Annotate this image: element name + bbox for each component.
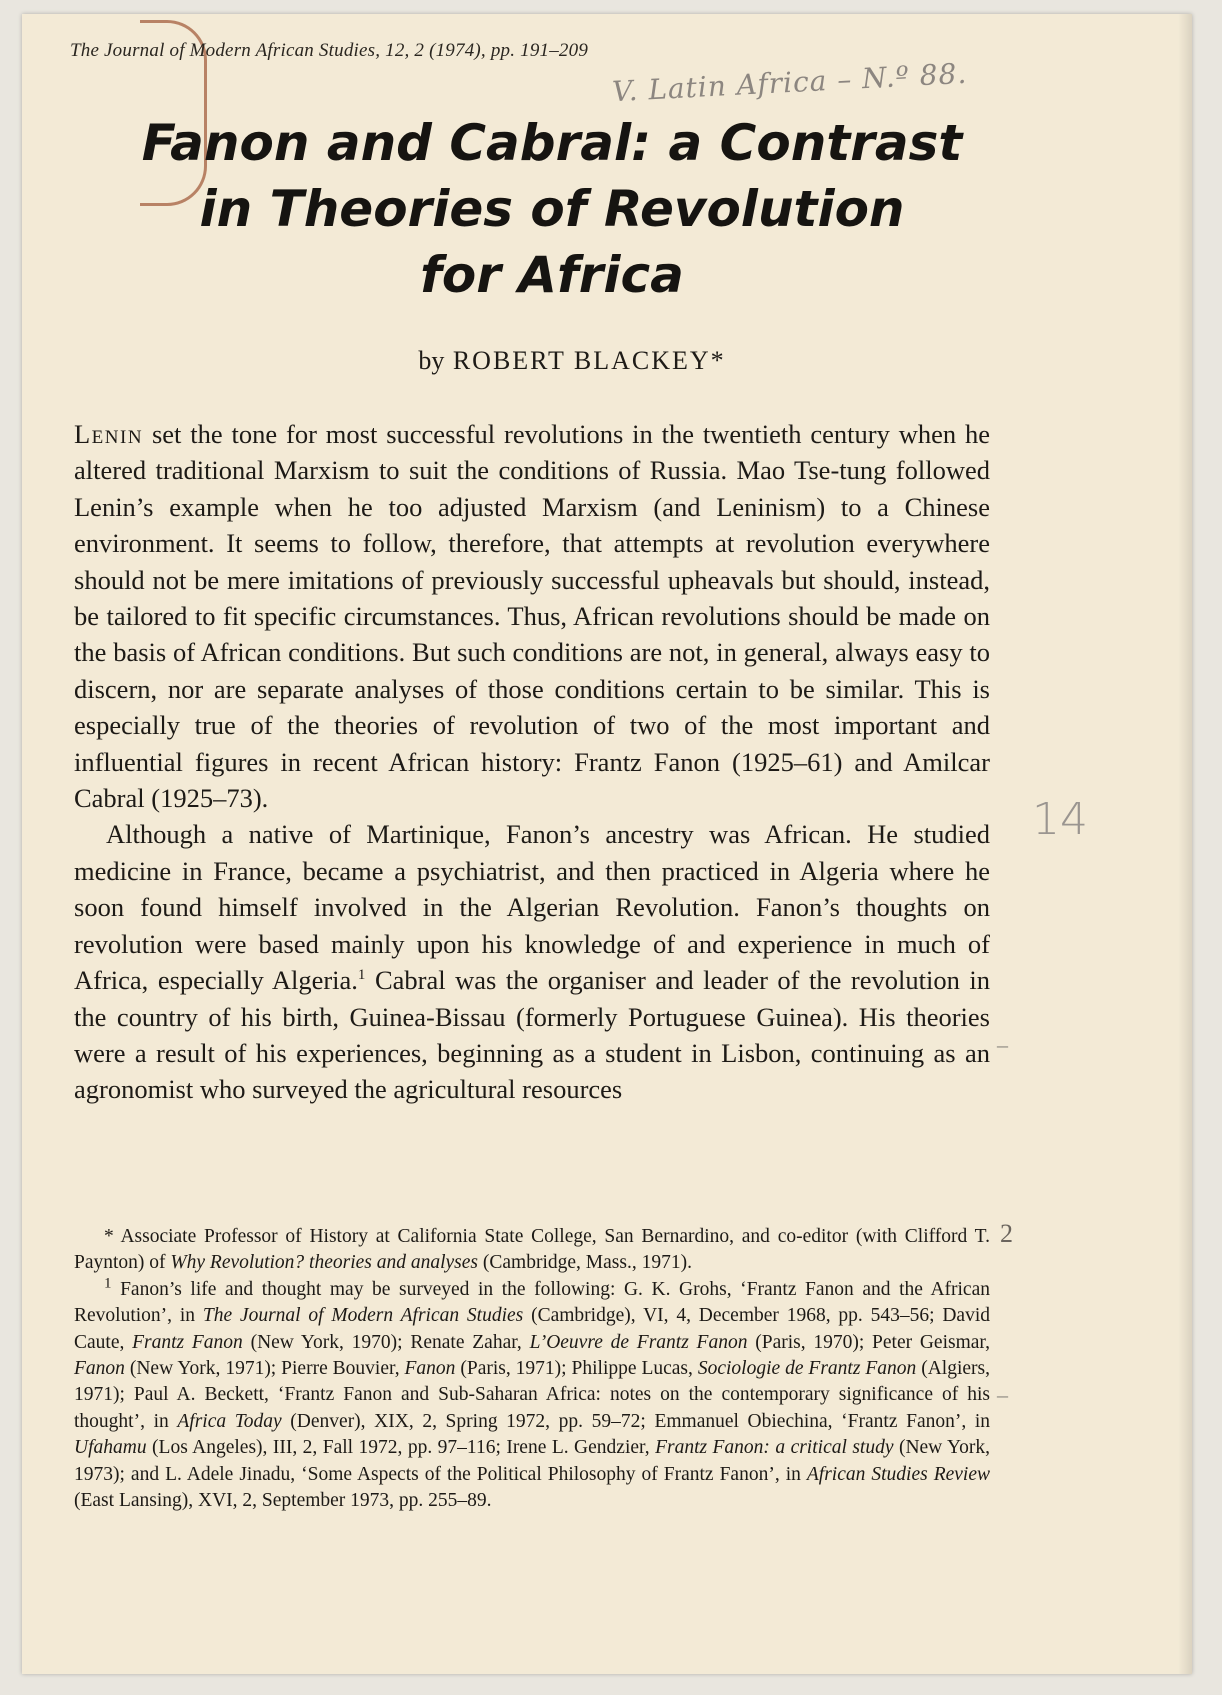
- footnote-star: [74, 1224, 990, 1277]
- footnote-ref-1: 1: [357, 967, 366, 984]
- footnote-text: (Los Angeles), III, 2, Fall 1972, pp. 97–116; Irene L. Gendzier,: [146, 1437, 656, 1459]
- paragraph-2-text-a: Although a native of Martinique, Fanon’s ancestry was African. He studied medicine in France, became a psychiatrist, and then practiced in Algeria where he soon found himself involved in the Algerian Revolution. Fanon’s thoughts on revolution were based mainly upon his knowledge of and experience in much of Africa, especially Algeria.: [74, 819, 990, 996]
- footnote-text: (New York, 1973); and L. Adele Jinadu, ‘Some Aspects of the Political Philosophy of Frantz Fanon’, in: [74, 1437, 990, 1485]
- journal-page: [22, 14, 1192, 1674]
- byline-prefix: by: [418, 346, 445, 375]
- title-line-1: Fanon and Cabral: a Contrast: [141, 114, 963, 172]
- author-name: ROBERT BLACKEY*: [452, 346, 726, 375]
- article-body: [74, 416, 990, 1108]
- footnote-text: (Cambridge), VI, 4, December 1968, pp. 543–56; David Caute,: [74, 1305, 991, 1353]
- footnote-italic-title: The Journal of Modern African Studies: [202, 1305, 524, 1327]
- footnote-1-mark: 1: [104, 1275, 112, 1292]
- footnote-italic-title: Fanon: [404, 1358, 456, 1380]
- handwritten-annotation: V. Latin Africa – N.º 88.: [611, 56, 968, 109]
- footnote-italic-title: Frantz Fanon: a critical study: [655, 1437, 894, 1459]
- paragraph-1-text: set the tone for most successful revolutions in the twentieth century when he altered traditional Marxism to suit the conditions of Russia. Mao Tse-tung followed Lenin’s example when he too adjusted Marxism (and Leninism) to a Chinese environment. It seems to follow, therefore, that attempts at revolution everywhere should not be mere imitations of previously successful upheavals but should, instead, be tailored to fit specific circumstances. Thus, African revolutions should be made on the basis of African conditions. But such conditions are not, in general, always easy to discern, nor are separate analyses of those conditions certain to be similar. This is especially true of the theories of revolution of two of the most important and influential figures in recent African history: Frantz Fanon (1925–61) and Amilcar Cabral (1925–73).: [74, 419, 990, 814]
- paragraph-2-text-b: Cabral was the organiser and leader of the revolution in the country of his birth, Guinea-Bissau (formerly Portuguese Guinea). His theories were a result of his experiences, beginning as a student in Lisbon, continuing as an agronomist who surveyed the agricultural resources: [74, 965, 990, 1105]
- footnote-italic-title: African Studies Review: [806, 1463, 990, 1485]
- byline: [22, 346, 1122, 376]
- footnote-1: [74, 1277, 990, 1515]
- footnote-text: (East Lansing), XVI, 2, September 1973, pp. 255–89.: [74, 1490, 492, 1512]
- footnote-italic-title: L’Oeuvre de Frantz Fanon: [529, 1331, 748, 1353]
- footnote-italic-title: Why Revolution? theories and analyses: [170, 1252, 479, 1274]
- footnote-star-mark: *: [104, 1226, 114, 1247]
- margin-dash-mark: –: [997, 1382, 1008, 1407]
- footnote-italic-title: Fanon: [74, 1358, 125, 1380]
- footnotes: [74, 1224, 990, 1514]
- footnote-text: (Paris, 1971); Philippe Lucas,: [455, 1358, 698, 1380]
- footnote-italic-title: Sociologie de Frantz Fanon: [697, 1358, 917, 1380]
- lead-word: Lenin: [74, 419, 144, 449]
- title-line-3: for Africa: [420, 246, 684, 304]
- footnote-italic-title: Frantz Fanon: [132, 1331, 243, 1353]
- margin-dash-mark: –: [997, 1032, 1008, 1057]
- paragraph-2: [74, 816, 990, 1107]
- footnote-text: (Denver), XIX, 2, Spring 1972, pp. 59–72; Emmanuel Obiechina, ‘Frantz Fanon’, in: [281, 1410, 990, 1432]
- article-title: [92, 110, 1012, 308]
- footnote-text: (New York, 1971); Pierre Bouvier,: [124, 1358, 405, 1380]
- page-edge-shadow: [1178, 14, 1192, 1674]
- title-line-2: in Theories of Revolution: [199, 180, 905, 238]
- margin-pencil-note: 2: [1000, 1219, 1013, 1248]
- footnote-text: (Cambridge, Mass., 1971).: [478, 1252, 692, 1274]
- footnote-text: (Algiers, 1971); Paul A. Beckett, ‘Frantz Fanon and Sub-Saharan Africa: notes on the contemporary significance of his thought’, in: [74, 1358, 991, 1432]
- footnote-text: Associate Professor of History at California State College, San Bernardino, and co-editor (with Clifford T. Paynton) of: [74, 1226, 990, 1274]
- margin-handwritten-number: 14: [1032, 794, 1088, 845]
- footnote-text: (New York, 1970); Renate Zahar,: [242, 1331, 530, 1353]
- paragraph-1: [74, 416, 990, 816]
- footnote-text: (Paris, 1970); Peter Geismar,: [747, 1331, 991, 1353]
- footnote-italic-title: Ufahamu: [74, 1437, 147, 1459]
- journal-header: The Journal of Modern African Studies, 12, 2 (1974), pp. 191–209: [70, 40, 589, 61]
- footnote-text: Fanon’s life and thought may be surveyed in the following: G. K. Grohs, ‘Frantz Fanon and the African Revolution’, in: [74, 1278, 990, 1327]
- footnote-italic-title: Africa Today: [177, 1410, 282, 1432]
